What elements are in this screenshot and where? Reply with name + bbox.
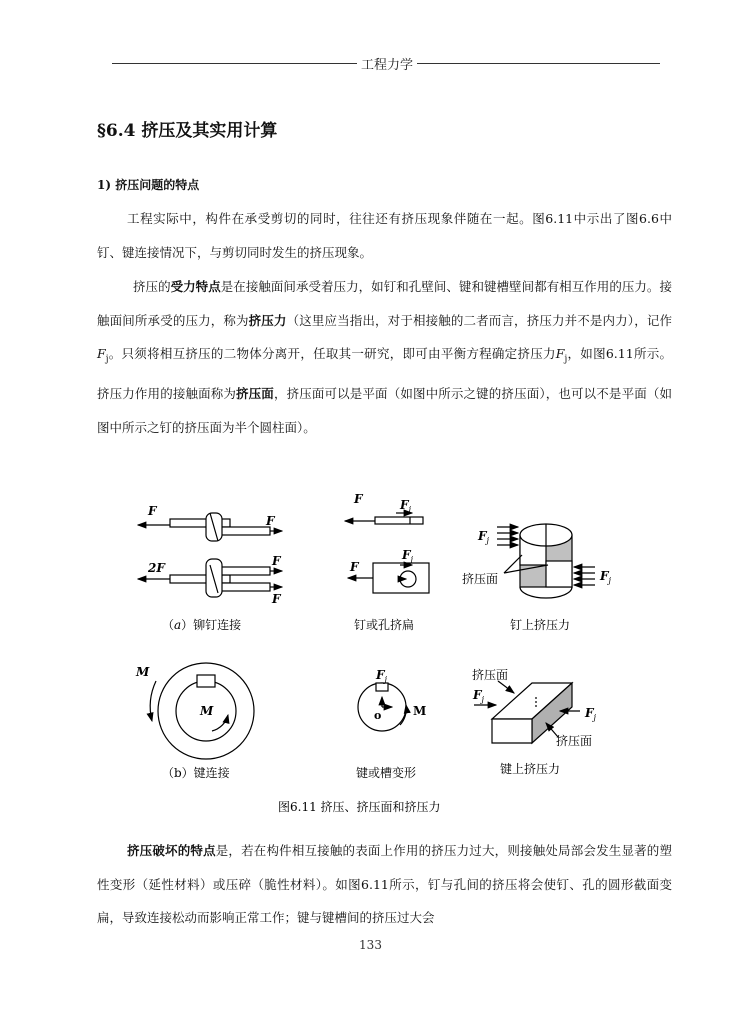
label-crush-face-cyl: 挤压面 (462, 572, 499, 586)
header-rule-right (417, 63, 660, 64)
caption-key: （b）键连接 (162, 766, 230, 780)
label-Fj-cyl2: $F_j$ (600, 569, 612, 585)
pin-hole-diagram (345, 513, 429, 593)
subsection-title: 1) 挤压问题的特点 (97, 178, 200, 192)
label-F-a1: F (148, 504, 157, 518)
caption-key-force: 键上挤压力 (500, 762, 561, 776)
label-F-a4: F (272, 592, 281, 606)
label-Fj-keybar1: $F_j$ (473, 688, 485, 704)
paragraph-3: 挤压破坏的特点是，若在构件相互接触的表面上作用的挤压力过大，则接触处局部会发生显著的塑性变形（延性材料）或压碎（脆性材料）。如图6.11所示，钉与孔间的挤压将会使钉、孔的圆形截面变扁，导致连接松动而影响正常工作；键与键槽间的挤压过大会 (97, 843, 672, 925)
pin-cylinder-diagram (497, 524, 595, 598)
caption-rivet: （a）铆钉连接 (162, 618, 242, 632)
label-crush-face-key1: 挤压面 (472, 668, 509, 682)
key-slot-diagram (358, 683, 406, 731)
page-number: 133 (359, 938, 382, 952)
label-o: o (374, 709, 382, 722)
figure-caption: 图6.11 挤压、挤压面和挤压力 (278, 800, 441, 814)
header-rule-left (112, 63, 357, 64)
figure-6-11 (100, 485, 660, 825)
label-crush-face-key2: 挤压面 (556, 734, 593, 748)
label-F-pin: F (354, 492, 363, 506)
caption-pin-force: 钉上挤压力 (510, 618, 571, 632)
caption-key-deform: 键或槽变形 (356, 766, 417, 780)
label-M-inner: M (200, 704, 214, 718)
caption-pin-hole: 钉或孔挤扁 (354, 618, 415, 632)
label-M-key: M (413, 704, 427, 718)
rivet-single-shear (138, 513, 282, 541)
label-Fj-pin: $F_j$ (400, 498, 412, 514)
paragraph-1: 工程实际中，构件在承受剪切的同时，往往还有挤压现象伴随在一起。图6.11中示出了图6.6中钉、键连接情况下，与剪切同时发生的挤压现象。 (97, 211, 672, 260)
label-M-outer: M (136, 665, 150, 679)
label-Fj-hole: $F_j$ (402, 548, 414, 564)
label-Fj-key: $F_j$ (376, 668, 388, 684)
header-title: 工程力学 (357, 54, 417, 73)
label-F-a2: F (266, 514, 275, 528)
label-Fj-cyl1: $F_j$ (478, 529, 490, 545)
running-header (112, 54, 660, 72)
label-2F: 2F (148, 561, 165, 575)
paragraph-2: 挤压的受力特点是在接触面间承受着压力，如钉和孔壁间、键和键槽壁间都有相互作用的压力。接触面间所承受的压力，称为挤压力（这里应当指出，对于相接触的二者而言，挤压力并不是内力），记作$F_j$。只须将相互挤压的二物体分离开，任取其一研究，即可由平衡方程确定挤压力$F_j$，如图6.11所示。挤压力作用的接触面称为挤压面，挤压面可以是平面（如图中所示之键的挤压面），也可以不是平面（如图中所示之钉的挤压面为半个圆柱面）。 (97, 279, 672, 435)
label-F-a3: F (272, 554, 281, 568)
label-Fj-keybar2: $F_j$ (585, 706, 597, 722)
section-title: §6.4 挤压及其实用计算 (97, 121, 278, 141)
label-F-hole: F (350, 560, 359, 574)
